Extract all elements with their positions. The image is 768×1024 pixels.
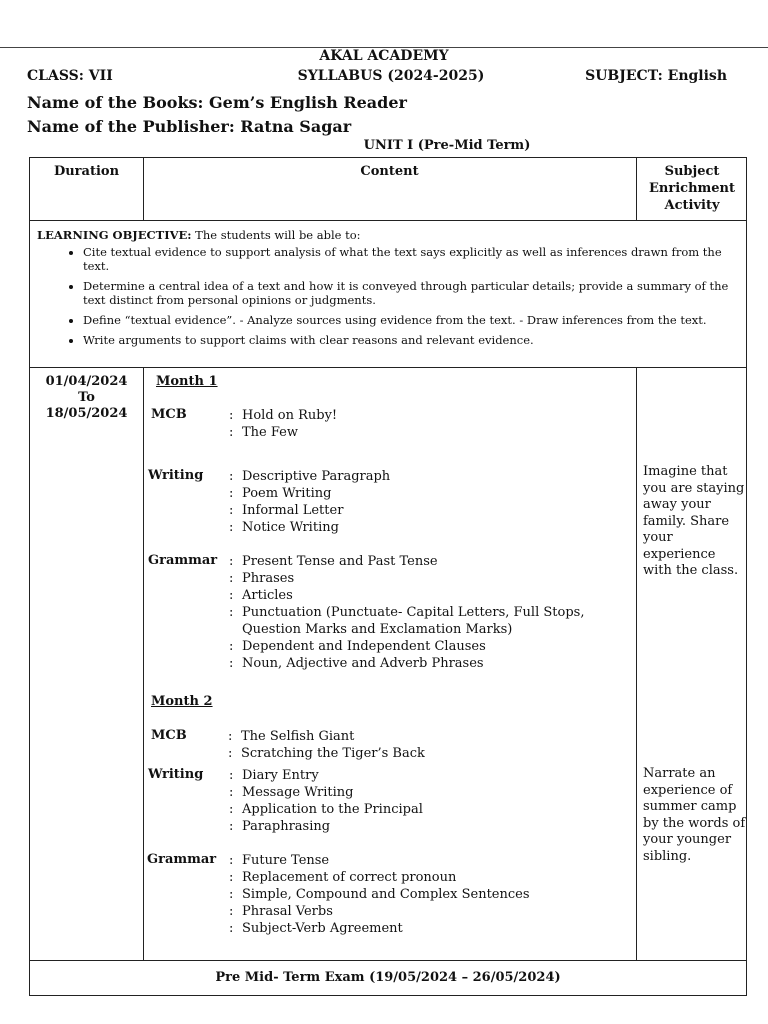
learning-objective-intro: The students will be able to: <box>191 228 361 242</box>
list-item: : Application to the Principal <box>229 802 423 817</box>
objective-divider <box>30 367 746 368</box>
list-item: : Scratching the Tiger’s Back <box>228 746 425 761</box>
list-item: : Future Tense <box>229 853 330 868</box>
month-2-mcb-list <box>228 728 628 762</box>
list-item: : Phrasal Verbs <box>229 904 333 919</box>
duration-to-word: To <box>78 390 95 405</box>
list-item: : Phrases <box>229 571 295 586</box>
subject-label: SUBJECT: English <box>585 68 727 84</box>
list-item: : Present Tense and Past Tense <box>229 554 438 569</box>
month-2-title: Month 2 <box>151 694 213 709</box>
body-col-divider-2 <box>636 367 637 960</box>
col-header-activity: Subject Enrichment Activity <box>649 164 735 213</box>
objective-item: • Cite textual evidence to support analysis of what the text says explicitly as well as inferences drawn from the text. <box>83 245 747 273</box>
list-item: : Diary Entry <box>229 768 319 783</box>
duration-from: 01/04/2024 <box>45 374 128 389</box>
learning-objective-label: LEARNING OBJECTIVE: <box>37 228 192 242</box>
col-header-duration: Duration <box>53 164 120 179</box>
col-header-content: Content <box>360 164 419 179</box>
list-item: : The Selfish Giant <box>228 729 355 744</box>
list-item: : Poem Writing <box>229 486 332 501</box>
month-2-grammar-label: Grammar <box>147 852 217 867</box>
list-item: : Paraphrasing <box>229 819 331 834</box>
books-line: Name of the Books: Gem’s English Reader <box>27 93 407 112</box>
publisher-line: Name of the Publisher: Ratna Sagar <box>27 117 352 136</box>
footer-divider <box>30 960 746 961</box>
list-item: : Punctuation (Punctuate- Capital Letters, Full Stops, Question Marks and Exclamation Marks) <box>229 605 585 637</box>
objective-item: • Define “textual evidence”. - Analyze sources using evidence from the text. - Draw inferences from the text. <box>83 313 747 327</box>
list-item: : Dependent and Independent Clauses <box>229 639 486 654</box>
month-2-mcb-label: MCB <box>151 728 187 743</box>
learning-objective <box>37 228 747 353</box>
list-item: : Informal Letter <box>229 503 344 518</box>
list-item: : Replacement of correct pronoun <box>229 870 457 885</box>
month-1-mcb-label: MCB <box>151 407 187 422</box>
class-label: CLASS: VII <box>27 68 113 84</box>
objective-item: • Write arguments to support claims with clear reasons and relevant evidence. <box>83 333 747 347</box>
list-item: : Subject-Verb Agreement <box>229 921 403 936</box>
school-name: AKAL ACADEMY <box>319 48 449 64</box>
list-item: : Noun, Adjective and Adverb Phrases <box>229 656 484 671</box>
month-1-grammar-list <box>229 553 629 672</box>
list-item: : Articles <box>229 588 293 603</box>
list-item: : The Few <box>229 425 298 440</box>
objective-item: • Determine a central idea of a text and how it is conveyed through particular details; provide a summary of the text distinct from personal opinions or judgments. <box>83 279 747 307</box>
syllabus-label: SYLLABUS (2024-2025) <box>297 68 485 84</box>
header-divider <box>30 220 746 221</box>
month-1-mcb-list <box>229 407 629 441</box>
exam-footer: Pre Mid- Term Exam (19/05/2024 – 26/05/2024) <box>215 970 561 985</box>
month-1-writing-label: Writing <box>148 468 204 483</box>
month-2-grammar-list <box>229 852 629 937</box>
list-item: : Simple, Compound and Complex Sentences <box>229 887 530 902</box>
month-2-writing-list <box>229 767 629 835</box>
list-item: : Notice Writing <box>229 520 339 535</box>
list-item: : Descriptive Paragraph <box>229 469 391 484</box>
month-1-activity: Imagine that you are staying away your family. Share your experience with the class. <box>643 464 745 578</box>
syllabus-table <box>29 157 747 996</box>
month-2-writing-label: Writing <box>148 767 204 782</box>
unit-title: UNIT I (Pre-Mid Term) <box>363 138 531 153</box>
month-1-writing-list <box>229 468 629 536</box>
list-item: : Hold on Ruby! <box>229 408 338 423</box>
header-col-divider-2 <box>636 158 637 220</box>
list-item: : Message Writing <box>229 785 354 800</box>
duration-to: 18/05/2024 <box>45 406 128 421</box>
month-2-activity: Narrate an experience of summer camp by the words of your younger sibling. <box>643 766 746 864</box>
month-1-title: Month 1 <box>156 374 218 389</box>
duration-cell <box>30 374 143 422</box>
month-1-grammar-label: Grammar <box>148 553 218 568</box>
body-col-divider-1 <box>143 367 144 960</box>
